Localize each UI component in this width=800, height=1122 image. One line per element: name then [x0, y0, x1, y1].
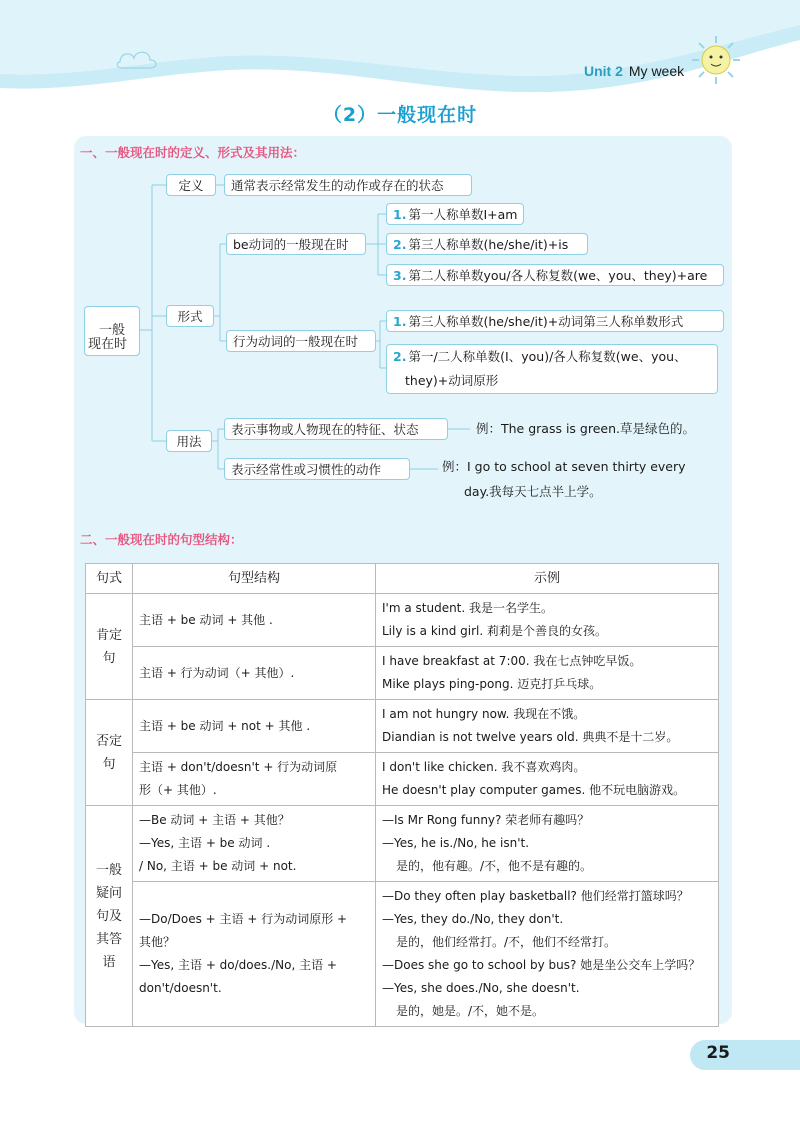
example-line: —Do they often play basketball? 他们经常打篮球吗？ [382, 889, 689, 903]
col-header-structure: 句型结构 [133, 564, 376, 594]
header-wave [0, 0, 800, 100]
kind-question-1: 一般 [95, 862, 122, 878]
definition-text: 通常表示经常发生的动作或存在的状态 [224, 174, 472, 196]
table-row [86, 647, 719, 700]
root-line-1: 一般 [98, 323, 125, 338]
structure-line: —Yes, 主语 + be 动词 . [139, 836, 271, 850]
table-row [86, 753, 719, 806]
kind-question-3: 句及 [95, 908, 122, 924]
example-line: Diandian is not twelve years old. 典典不是十二岁。 [382, 730, 679, 744]
col-header-type: 句式 [86, 564, 133, 594]
example-line: I don't like chicken. 我不喜欢鸡肉。 [382, 760, 586, 774]
structure-line: don't/doesn't. [139, 981, 222, 995]
kind-affirmative-2: 句 [102, 650, 116, 666]
example-cell [376, 882, 719, 1027]
kind-question-2: 疑问 [95, 885, 122, 901]
example-line: I have breakfast at 7:00. 我在七点钟吃早饭。 [382, 654, 642, 668]
page-number: 25 [706, 1043, 730, 1063]
action-verb-label: 行为动词的一般现在时 [226, 330, 376, 352]
action-item-1-text: 第三人称单数(he/she/it)+动词第三人称单数形式 [408, 314, 684, 329]
action-item-2-num: 2. [393, 349, 407, 364]
section2-heading: 二、一般现在时的句型结构： [80, 532, 243, 547]
section1-heading: 一、一般现在时的定义、形式及其用法： [80, 145, 306, 160]
kind-question [86, 806, 133, 1027]
action-item-2-text: 第一/二人称单数(I、you)/各人称复数(we、you、 [408, 349, 687, 364]
usage-example-2: 例：I go to school at seven thirty every [442, 459, 686, 474]
usage-item-1: 表示事物或人物现在的特征、状态 [224, 418, 448, 440]
structure-cell [133, 753, 376, 806]
structure-cell: 主语 + be 动词 + 其他 . [133, 594, 376, 647]
example-cell [376, 753, 719, 806]
action-item-2 [386, 344, 718, 394]
form-label: 形式 [166, 305, 214, 327]
kind-affirmative [86, 594, 133, 700]
definition-label: 定义 [166, 174, 216, 196]
kind-question-5: 语 [102, 954, 116, 970]
example-line: Mike plays ping-pong. 迈克打乒乓球。 [382, 677, 602, 691]
action-item-1-num: 1. [393, 313, 407, 329]
be-verb-label: be动词的一般现在时 [226, 233, 366, 255]
structure-line: 其他？ [139, 935, 176, 949]
structure-line: —Yes, 主语 + do/does./No, 主语 + [139, 958, 337, 972]
kind-question-4: 其答 [95, 931, 122, 947]
example-line: He doesn't play computer games. 他不玩电脑游戏。 [382, 783, 686, 797]
usage-example-2-cont: day.我每天七点半上学。 [464, 484, 602, 499]
usage-example-1: 例：The grass is green.草是绿色的。 [476, 421, 695, 436]
example-line: I am not hungry now. 我现在不饿。 [382, 707, 586, 721]
structure-cell [133, 806, 376, 882]
example-line: Lily is a kind girl. 莉莉是个善良的女孩。 [382, 624, 608, 638]
kind-negative-2: 句 [102, 756, 116, 772]
example-line: —Does she go to school by bus? 她是坐公交车上学吗？ [382, 958, 701, 972]
usage-item-2: 表示经常性或习惯性的动作 [224, 458, 410, 480]
be-item-3 [386, 264, 724, 286]
structure-cell: 主语 + 行为动词（+ 其他）. [133, 647, 376, 700]
structure-line: —Do/Does + 主语 + 行为动词原形 + [139, 912, 348, 926]
table-row [86, 882, 719, 1027]
unit-title: My week [628, 63, 685, 79]
structure-line: 主语 + don't/doesn't + 行为动词原 [139, 760, 338, 774]
be-item-2-num: 2. [393, 236, 407, 252]
usage-label: 用法 [166, 430, 212, 452]
example-line: —Yes, she does./No, she doesn't. [382, 981, 580, 995]
example-line: 是的，她是。/不，她不是。 [396, 1004, 545, 1018]
unit-header [584, 63, 684, 80]
example-line: I'm a student. 我是一名学生。 [382, 601, 554, 615]
example-cell [376, 647, 719, 700]
example-cell [376, 594, 719, 647]
kind-negative-1: 否定 [95, 733, 122, 749]
sentence-structure-table [85, 563, 719, 1027]
action-item-1 [386, 310, 724, 332]
be-item-1-num: 1. [393, 206, 407, 222]
structure-line: 形（+ 其他）. [139, 783, 217, 797]
example-line: —Yes, he is./No, he isn't. [382, 836, 530, 850]
be-item-2 [386, 233, 588, 255]
page-number-tab [690, 1040, 800, 1070]
table-row [86, 594, 719, 647]
action-item-2-text2: they)+动词原形 [405, 373, 499, 388]
example-line: —Yes, they do./No, they don't. [382, 912, 564, 926]
structure-cell: 主语 + be 动词 + not + 其他 . [133, 700, 376, 753]
col-header-example: 示例 [376, 564, 719, 594]
be-item-3-text: 第二人称单数you/各人称复数(we、you、they)+are [408, 268, 708, 283]
be-item-1-text: 第一人称单数I+am [408, 207, 518, 222]
be-item-3-num: 3. [393, 267, 407, 283]
structure-line: —Be 动词 + 主语 + 其他？ [139, 813, 290, 827]
unit-tag: Unit 2 [584, 63, 623, 79]
example-line: —Is Mr Rong funny? 荣老师有趣吗？ [382, 813, 590, 827]
example-cell [376, 700, 719, 753]
table-row [86, 806, 719, 882]
table-header-row [86, 564, 719, 594]
kind-affirmative-1: 肯定 [95, 627, 122, 643]
page-title: （2）一般现在时 [322, 104, 478, 126]
be-item-1 [386, 203, 524, 225]
structure-line: / No, 主语 + be 动词 + not. [139, 859, 297, 873]
table-row [86, 700, 719, 753]
example-line: 是的，他有趣。/不，他不是有趣的。 [396, 859, 593, 873]
kind-negative [86, 700, 133, 806]
example-cell [376, 806, 719, 882]
be-item-2-text: 第三人称单数(he/she/it)+is [408, 237, 569, 252]
example-line: 是的，他们经常打。/不，他们不经常打。 [396, 935, 617, 949]
structure-cell [133, 882, 376, 1027]
root-line-2: 现在时 [88, 337, 128, 352]
